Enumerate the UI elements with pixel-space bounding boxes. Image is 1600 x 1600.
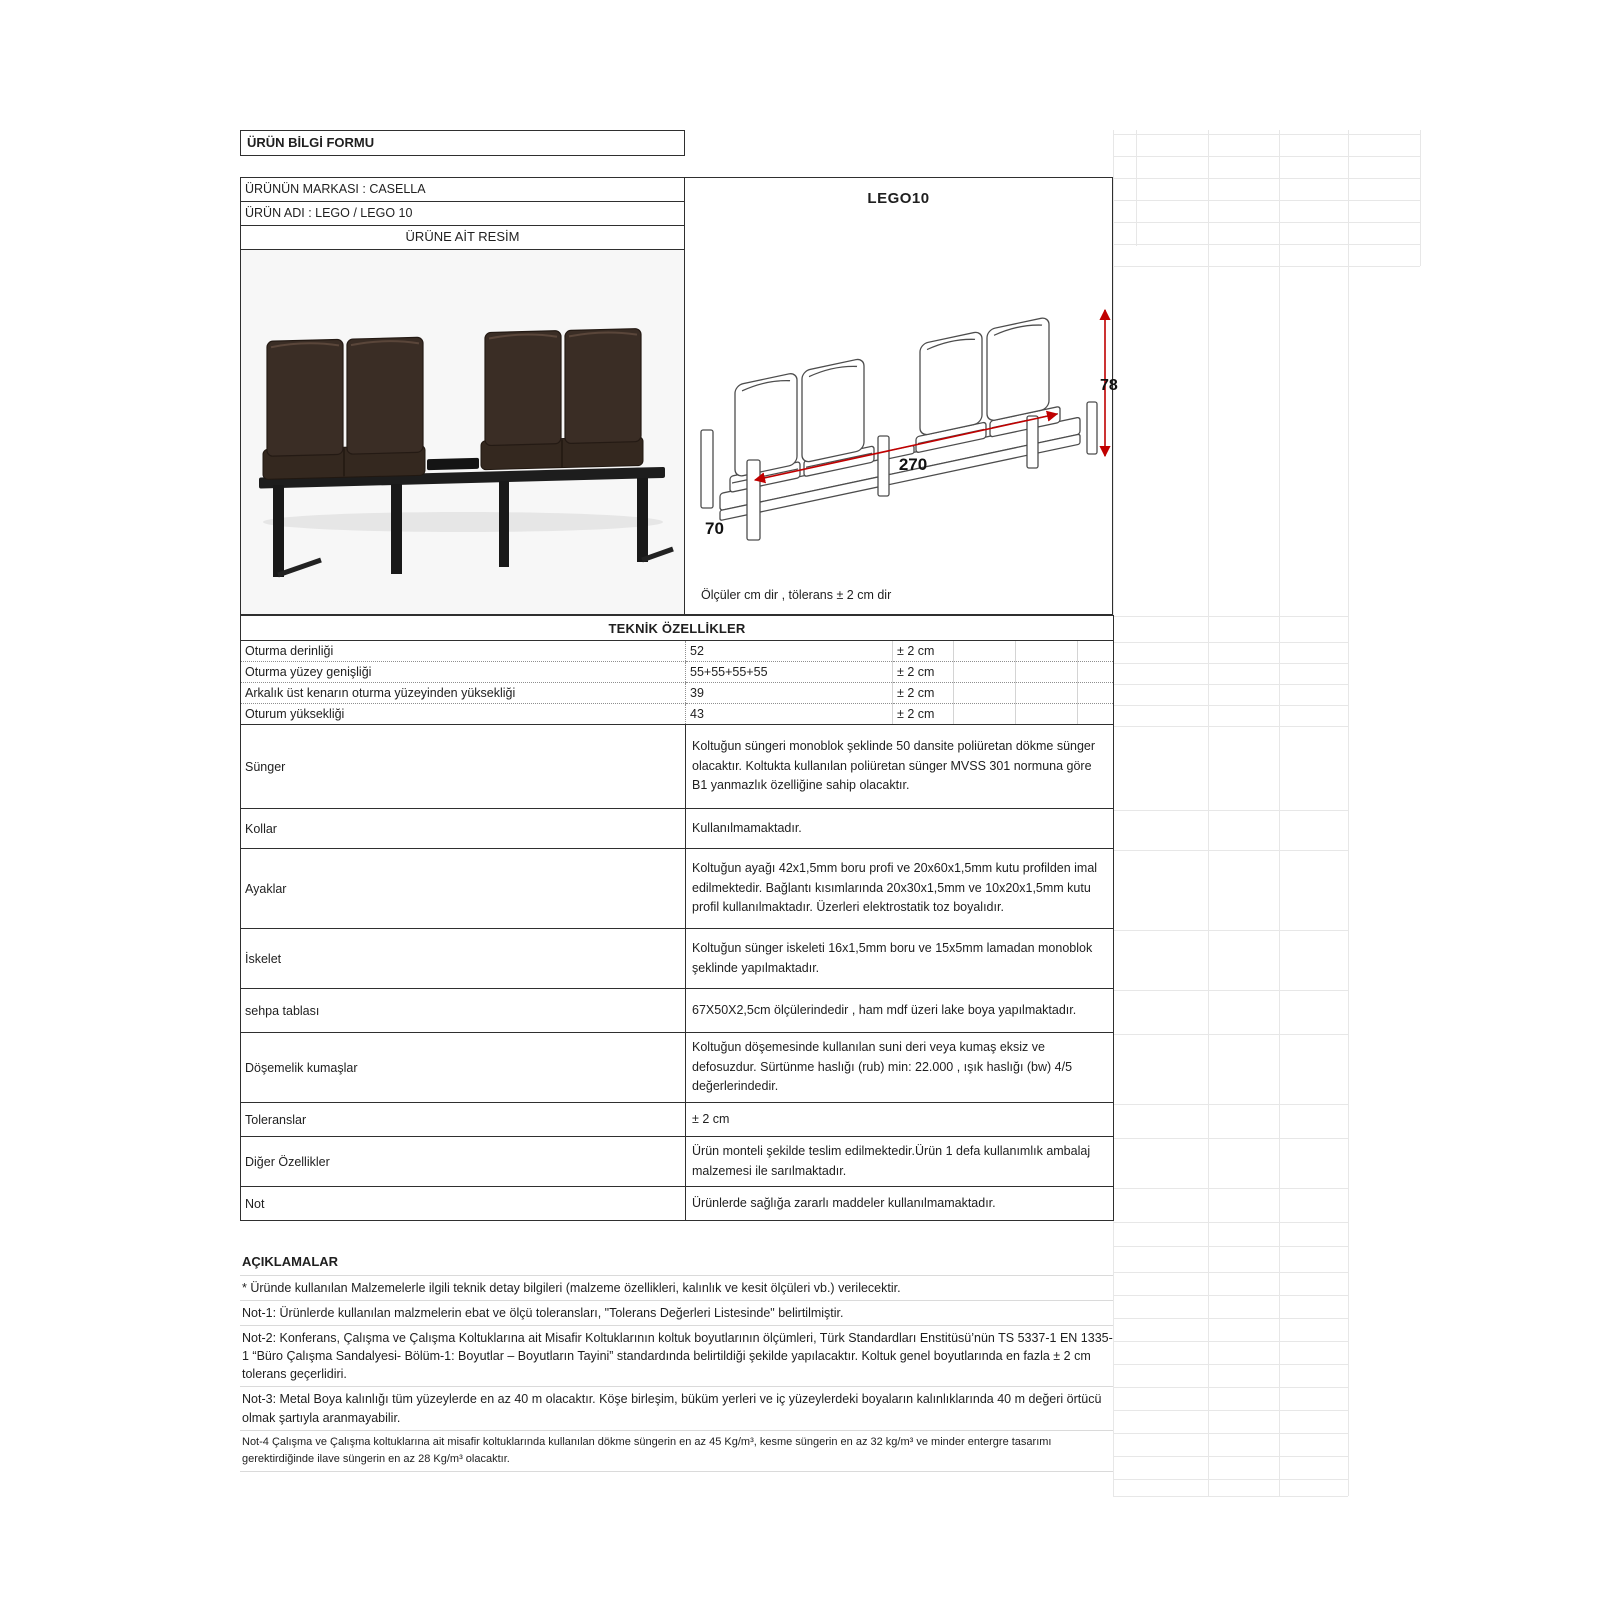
spec-detail-row <box>241 1187 1114 1221</box>
spec-label: Oturma yüzey genişliği <box>241 662 686 683</box>
spec-row <box>241 683 1114 704</box>
empty-cell <box>1078 683 1114 704</box>
drawing-model-title: LEGO10 <box>867 190 930 207</box>
spec-detail-text: Koltuğun döşemesinde kullanılan suni deri veya kumaş eksiz ve defosuzdur. Sürtünme haslığı (rub) min: 22.000 , ışık haslığı (bw) 4/5 değerlerindedir. <box>686 1033 1114 1103</box>
spec-detail-text: Koltuğun ayağı 42x1,5mm boru profi ve 20x60x1,5mm kutu profilden imal edilmektedir. Bağlantı kısımlarında 20x30x1,5mm ve 10x20x1,5mm kutu profil kullanılmaktadır. Üzerleri elektrostatik toz boyalıdır. <box>686 849 1114 929</box>
spec-table <box>240 615 1114 1221</box>
spec-tolerance: ± 2 cm <box>893 683 954 704</box>
spec-label: Toleranslar <box>241 1103 686 1137</box>
spec-label: Diğer Özellikler <box>241 1137 686 1187</box>
spec-table-title: TEKNİK ÖZELLİKLER <box>241 616 1114 641</box>
spec-value: 43 <box>686 704 893 725</box>
spec-detail-row <box>241 809 1114 849</box>
dim-length-label: 270 <box>898 455 928 474</box>
spec-value: 55+55+55+55 <box>686 662 893 683</box>
spec-detail-row <box>241 725 1114 809</box>
spacer-row <box>240 156 1113 177</box>
empty-cell <box>954 641 1016 662</box>
spec-detail-row <box>241 989 1114 1033</box>
spec-label: sehpa tablası <box>241 989 686 1033</box>
product-photo <box>240 249 685 615</box>
spec-detail-row <box>241 1103 1114 1137</box>
spec-label: İskelet <box>241 929 686 989</box>
measurement-note: Ölçüler cm dir , tölerans ± 2 cm dir <box>701 588 892 602</box>
spec-detail-row <box>241 1033 1114 1103</box>
empty-cell <box>1016 662 1078 683</box>
product-name-line: ÜRÜN ADI : LEGO / LEGO 10 <box>240 201 685 225</box>
spec-detail-text: Ürünlerde sağlığa zararlı maddeler kullanılmamaktadır. <box>686 1187 1114 1221</box>
spec-detail-text: ± 2 cm <box>686 1103 1114 1137</box>
note-item: * Üründe kullanılan Malzemelerle ilgili teknik detay bilgileri (malzeme özellikleri, kalınlık ve kesit ölçüleri vb.) verilecektir. <box>240 1276 1113 1301</box>
dim-height-label: 78 <box>1100 377 1118 394</box>
spec-detail-text: Koltuğun sünger iskeleti 16x1,5mm boru ve 15x5mm lamadan monoblok şeklinde yapılmaktadır. <box>686 929 1114 989</box>
spec-row <box>241 704 1114 725</box>
technical-drawing-svg <box>685 218 1118 598</box>
spec-value: 39 <box>686 683 893 704</box>
empty-cell <box>1016 704 1078 725</box>
technical-drawing <box>685 177 1118 615</box>
header-and-images <box>240 177 1118 615</box>
empty-cell <box>1078 662 1114 683</box>
spec-tolerance: ± 2 cm <box>893 641 954 662</box>
note-item: Not-3: Metal Boya kalınlığı tüm yüzeylerde en az 40 m olacaktır. Köşe birleşim, büküm yerleri ve iç yüzeylerdeki boyaların kalınlıklarında 40 m değeri örtücü olmak şartıyla aranmayabilir. <box>240 1387 1113 1430</box>
spec-label: Oturma derinliği <box>241 641 686 662</box>
page-title: ÜRÜN BİLGİ FORMU <box>240 130 685 156</box>
image-section-header: ÜRÜNE AİT RESİM <box>240 225 685 249</box>
spec-label: Ayaklar <box>241 849 686 929</box>
empty-cell <box>954 662 1016 683</box>
spec-detail-row <box>241 929 1114 989</box>
notes-title: AÇIKLAMALAR <box>240 1245 1113 1276</box>
product-info-form <box>240 130 1118 1472</box>
spec-label: Oturum yüksekliği <box>241 704 686 725</box>
spec-row <box>241 641 1114 662</box>
spec-label: Arkalık üst kenarın oturma yüzeyinden yüksekliği <box>241 683 686 704</box>
brand-line: ÜRÜNÜN MARKASI : CASELLA <box>240 177 685 201</box>
product-photo-render <box>241 250 684 614</box>
spec-detail-row <box>241 1137 1114 1187</box>
empty-cell <box>1078 704 1114 725</box>
empty-cell <box>1016 641 1078 662</box>
note-item: Not-2: Konferans, Çalışma ve Çalışma Koltuklarına ait Misafir Koltuklarının koltuk boyutlarının ölçümleri, Türk Standardları Enstitüsü’nün TS 5337-1 EN 1335-1 “Büro Çalışma Sandalyesi- Bölüm-1: Boyutlar – Boyutların Tayini” standardında belirtildiği şekilde yapılacaktır. Koltuk genel boyutlarında en fazla ± 2 cm tolerans geçerlidiri. <box>240 1326 1113 1387</box>
spec-row <box>241 662 1114 683</box>
spec-detail-text: Kullanılmamaktadır. <box>686 809 1114 849</box>
empty-cell <box>1078 641 1114 662</box>
spec-label: Not <box>245 1196 265 1211</box>
spec-tolerance: ± 2 cm <box>893 662 954 683</box>
left-column <box>240 177 685 615</box>
empty-cell <box>954 683 1016 704</box>
spec-label: Kollar <box>241 809 686 849</box>
spec-detail-text: Ürün monteli şekilde teslim edilmektedir.Ürün 1 defa kullanımlık ambalaj malzemesi ile sarılmaktadır. <box>686 1137 1114 1187</box>
spec-label: Sünger <box>241 725 686 809</box>
spec-detail-row <box>241 849 1114 929</box>
spec-detail-text: 67X50X2,5cm ölçülerindedir , ham mdf üzeri lake boya yapılmaktadır. <box>686 989 1114 1033</box>
empty-cell <box>1016 683 1078 704</box>
empty-cell <box>954 704 1016 725</box>
spec-table-header-row <box>241 616 1114 641</box>
note-item: Not-4 Çalışma ve Çalışma koltuklarına ait misafir koltuklarında kullanılan dökme süngerin en az 45 Kg/m³, kesme süngerin en az 32 kg/m³ ve minder entergre tasarımı gerektirdiğinde ilave süngerin en az 28 Kg/m³ olacaktır. <box>240 1431 1113 1472</box>
notes-section <box>240 1245 1113 1472</box>
spec-value: 52 <box>686 641 893 662</box>
note-item: Not-1: Ürünlerde kullanılan malzmelerin ebat ve ölçü toleransları, "Tolerans Değerleri Listesinde" belirtilmiştir. <box>240 1301 1113 1326</box>
spec-detail-text: Koltuğun süngeri monoblok şeklinde 50 dansite poliüretan dökme sünger olacaktır. Koltukta kullanılan poliüretan sünger MVSS 301 normuna göre B1 yanmazlık özelliğine sahip olacaktır. <box>686 725 1114 809</box>
spec-label: Döşemelik kumaşlar <box>241 1033 686 1103</box>
spec-tolerance: ± 2 cm <box>893 704 954 725</box>
dim-depth-label: 70 <box>705 519 724 538</box>
